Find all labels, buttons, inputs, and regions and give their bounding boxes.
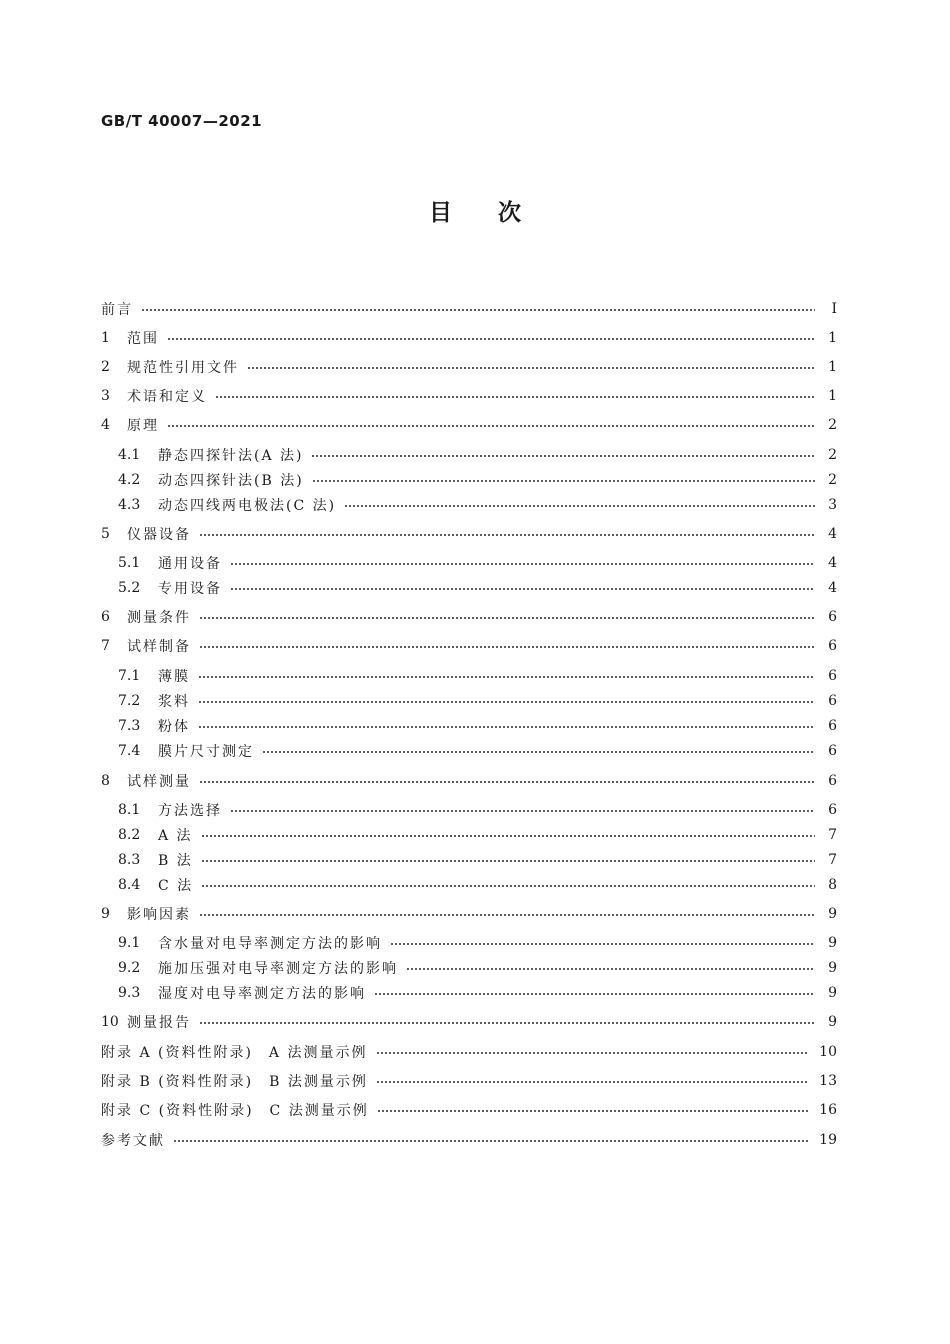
toc-subentry[interactable]: 8.2 A 法 7 bbox=[118, 826, 837, 844]
toc-appendix-entry[interactable]: 附录 A (资料性附录) A 法测量示例 10 bbox=[101, 1043, 837, 1061]
toc-subentry[interactable]: 8.3 B 法 7 bbox=[118, 851, 837, 869]
toc-subentry[interactable]: 8.4 C 法 8 bbox=[118, 876, 837, 894]
toc-entry[interactable]: 6 测量条件 6 bbox=[101, 608, 837, 626]
toc-entry[interactable]: 3 术语和定义 1 bbox=[101, 387, 837, 405]
toc-subentry[interactable]: 7.3 粉体 6 bbox=[118, 717, 837, 735]
toc-entry[interactable]: 参考文献 19 bbox=[101, 1131, 837, 1149]
toc-title: 目 次 bbox=[429, 200, 521, 226]
toc-subentry[interactable]: 9.2 施加压强对电导率测定方法的影响 9 bbox=[118, 959, 837, 977]
toc-subentry[interactable]: 7.2 浆料 6 bbox=[118, 692, 837, 710]
toc-entry[interactable]: 5 仪器设备 4 bbox=[101, 525, 837, 543]
toc-subentry[interactable]: 5.2 专用设备 4 bbox=[118, 579, 837, 597]
toc-subentry[interactable]: 4.2 动态四探针法(B 法) 2 bbox=[118, 471, 837, 489]
toc-subentry[interactable]: 4.1 静态四探针法(A 法) 2 bbox=[118, 446, 837, 464]
toc-entry[interactable]: 9 影响因素 9 bbox=[101, 905, 837, 923]
toc-entry[interactable]: 10 测量报告 9 bbox=[101, 1013, 837, 1031]
toc-entry[interactable]: 前言 I bbox=[101, 300, 837, 318]
toc-entry[interactable]: 8 试样测量 6 bbox=[101, 772, 837, 790]
toc-appendix-entry[interactable]: 附录 C (资料性附录) C 法测量示例 16 bbox=[101, 1101, 837, 1119]
toc-subentry[interactable]: 7.4 膜片尺寸测定 6 bbox=[118, 742, 837, 760]
toc-subentry[interactable]: 9.1 含水量对电导率测定方法的影响 9 bbox=[118, 934, 837, 952]
toc-subentry[interactable]: 7.1 薄膜 6 bbox=[118, 667, 837, 685]
standard-number: GB/T 40007—2021 bbox=[101, 112, 263, 130]
toc-subentry[interactable]: 9.3 湿度对电导率测定方法的影响 9 bbox=[118, 984, 837, 1002]
toc-entry[interactable]: 1 范围 1 bbox=[101, 329, 837, 347]
toc-subentry[interactable]: 5.1 通用设备 4 bbox=[118, 554, 837, 572]
toc-entry[interactable]: 4 原理 2 bbox=[101, 416, 837, 434]
toc-entry[interactable]: 2 规范性引用文件 1 bbox=[101, 358, 837, 376]
toc-subentry[interactable]: 4.3 动态四线两电极法(C 法) 3 bbox=[118, 496, 837, 514]
toc-appendix-entry[interactable]: 附录 B (资料性附录) B 法测量示例 13 bbox=[101, 1072, 837, 1090]
toc-entry[interactable]: 7 试样制备 6 bbox=[101, 637, 837, 655]
toc-subentry[interactable]: 8.1 方法选择 6 bbox=[118, 801, 837, 819]
